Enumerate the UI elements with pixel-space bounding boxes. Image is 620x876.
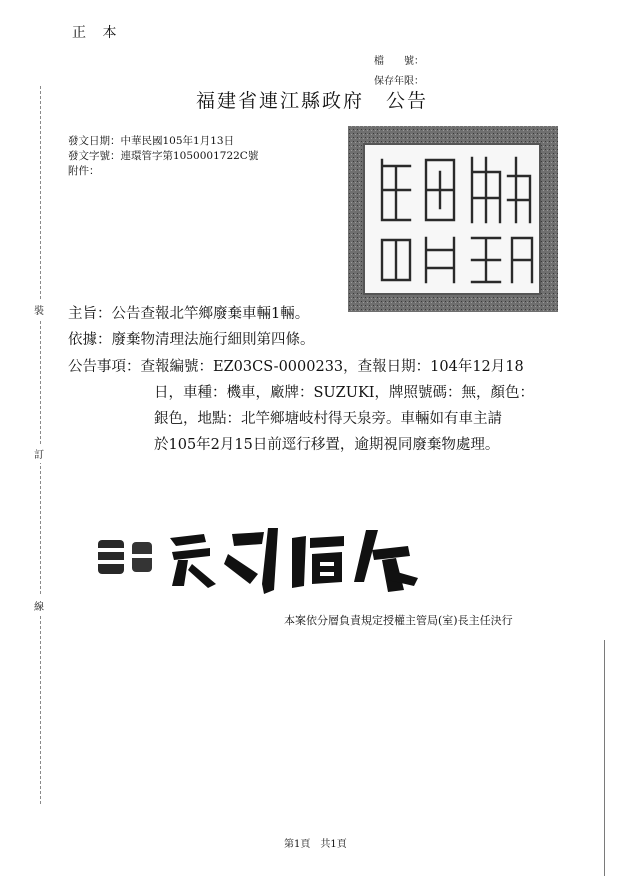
binding-mark-zhuang: 裝 xyxy=(34,300,44,319)
issue-number: 發文字號：連環管字第1050001722C號 xyxy=(68,150,259,162)
notice-items-line-4: 於105年2月15日前逕行移置，逾期視同廢棄物處理。 xyxy=(154,437,500,453)
subject-line: 主旨：公告查報北竿鄉廢棄車輛1輛。 xyxy=(68,306,310,322)
copy-label: 正 本 xyxy=(72,25,123,41)
signature-strokes xyxy=(96,528,418,594)
attachment-label: 附件： xyxy=(68,165,100,177)
document-type: 公告 xyxy=(386,90,429,112)
notice-items-line-3: 銀色，地點：北竿鄉塘岐村得天泉旁。車輛如有車主請 xyxy=(154,411,502,427)
official-seal xyxy=(340,120,562,316)
notice-items-line-1: 公告事項：查報編號：EZ03CS-0000233，查報日期：104年12月18 xyxy=(68,359,524,375)
notice-items-line-2: 日，車種：機車，廠牌：SUZUKI，牌照號碼：無，顏色： xyxy=(154,385,535,401)
binding-mark-ding: 訂 xyxy=(34,444,44,463)
binding-mark-xian: 線 xyxy=(34,596,44,615)
page-number: 第1頁 共1頁 xyxy=(284,839,347,850)
basis-line: 依據：廢棄物清理法施行細則第四條。 xyxy=(68,332,315,348)
page-edge-line xyxy=(604,640,605,876)
delegation-note: 本案依分層負責規定授權主管局(室)長主任決行 xyxy=(284,614,513,627)
document-title xyxy=(196,86,428,113)
retention-period-label: 保存年限： xyxy=(374,76,424,87)
file-number-label: 檔 號： xyxy=(374,56,424,67)
issue-date: 發文日期：中華民國105年1月13日 xyxy=(68,135,235,147)
issuing-organization: 福建省連江縣政府 xyxy=(196,90,365,112)
magistrate-signature-stamp xyxy=(92,524,422,598)
